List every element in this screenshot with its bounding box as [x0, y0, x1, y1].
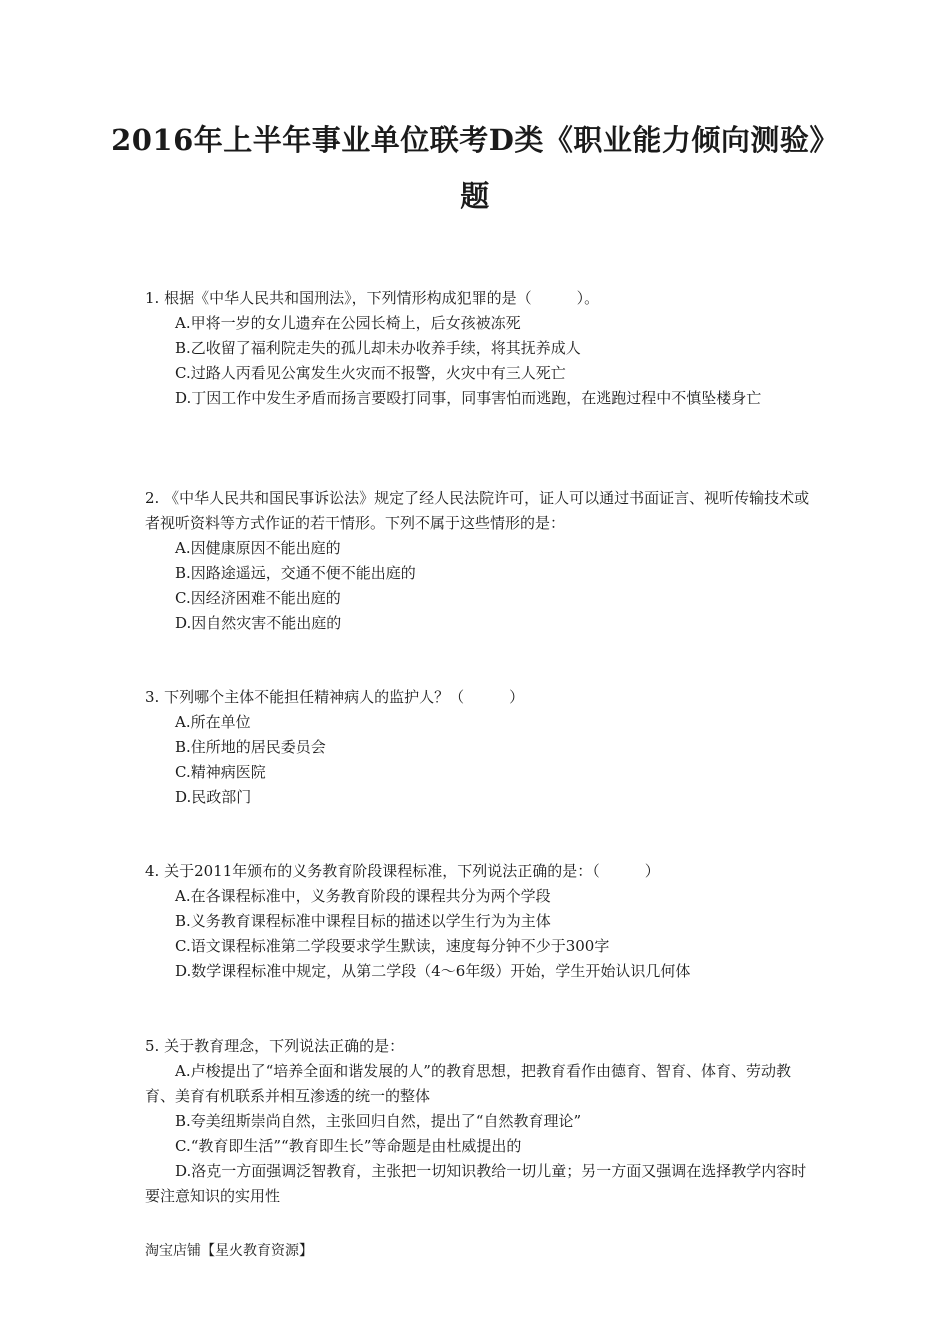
question-stem: 5. 关于教育理念，下列说法正确的是：: [145, 1037, 405, 1055]
title-line-1: 2016年上半年事业单位联考D类《职业能力倾向测验》: [111, 123, 839, 157]
question-3: [145, 685, 813, 810]
option-c: C.因经济困难不能出庭的: [175, 589, 341, 607]
document-title: [0, 112, 950, 224]
question-stem: 2. 《中华人民共和国民事诉讼法》规定了经人民法院许可，证人可以通过书面证言、视听传输技术或者视听资料等方式作证的若干情形。下列不属于这些情形的是：: [145, 489, 810, 532]
option-b: B.因路途遥远，交通不便不能出庭的: [175, 564, 416, 582]
option-b: B.乙收留了福利院走失的孤儿却未办收养手续，将其抚养成人: [175, 339, 581, 357]
option-b: B.义务教育课程标准中课程目标的描述以学生行为为主体: [175, 912, 551, 930]
footer-shop-name: 淘宝店铺【星火教育资源】: [145, 1243, 313, 1259]
option-d: D.民政部门: [175, 788, 252, 806]
question-stem: 4. 关于2011年颁布的义务教育阶段课程标准，下列说法正确的是：（ ）: [145, 862, 660, 880]
question-stem: 1. 根据《中华人民共和国刑法》，下列情形构成犯罪的是（ ）。: [145, 289, 600, 307]
option-a: A.卢梭提出了“培养全面和谐发展的人”的教育思想，把教育看作由德育、智育、体育、劳动教育、美育有机联系并相互渗透的统一的整体: [145, 1062, 791, 1105]
option-d: D.因自然灾害不能出庭的: [175, 614, 342, 632]
option-a: A.所在单位: [175, 713, 251, 731]
question-5: [145, 1034, 813, 1209]
option-a: A.甲将一岁的女儿遗弃在公园长椅上，后女孩被冻死: [175, 314, 521, 332]
option-a: A.在各课程标准中，义务教育阶段的课程共分为两个学段: [175, 887, 551, 905]
question-2: [145, 486, 813, 636]
option-c: C.精神病医院: [175, 763, 266, 781]
option-c: C.过路人丙看见公寓发生火灾而不报警，火灾中有三人死亡: [175, 364, 566, 382]
option-d: D.数学课程标准中规定，从第二学段（4～6年级）开始，学生开始认识几何体: [175, 962, 691, 980]
option-b: B.夸美纽斯崇尚自然，主张回归自然，提出了“自然教育理论”: [175, 1112, 582, 1130]
title-line-2: 题: [460, 179, 490, 213]
option-a: A.因健康原因不能出庭的: [175, 539, 341, 557]
option-c: C.语文课程标准第二学段要求学生默读，速度每分钟不少于300字: [175, 937, 610, 955]
option-c: C.“教育即生活”“教育即生长”等命题是由杜威提出的: [175, 1137, 522, 1155]
option-b: B.住所地的居民委员会: [175, 738, 326, 756]
question-4: [145, 859, 813, 984]
option-d: D.丁因工作中发生矛盾而扬言要殴打同事，同事害怕而逃跑，在逃跑过程中不慎坠楼身亡: [175, 389, 762, 407]
question-stem: 3. 下列哪个主体不能担任精神病人的监护人？（ ）: [145, 688, 525, 706]
option-d: D.洛克一方面强调泛智教育，主张把一切知识教给一切儿童；另一方面又强调在选择教学内容时要注意知识的实用性: [145, 1162, 807, 1205]
question-1: [145, 286, 813, 411]
